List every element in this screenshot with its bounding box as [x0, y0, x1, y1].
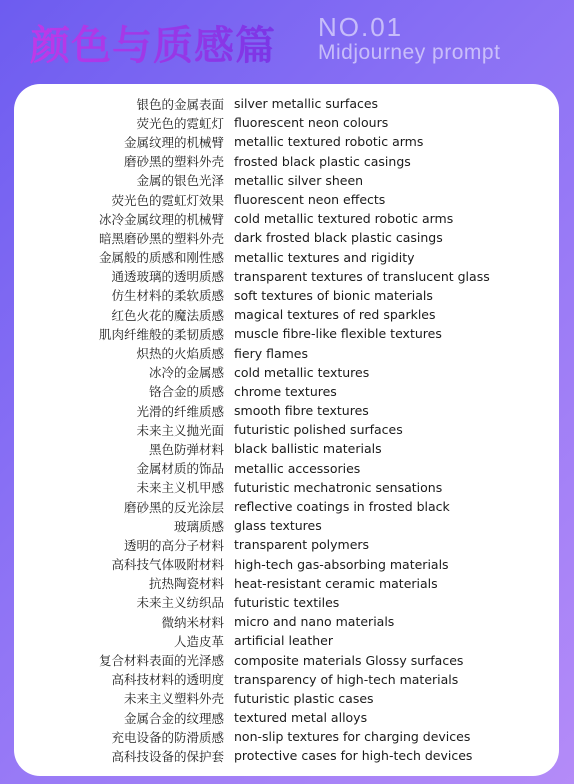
term-chinese: 未来主义机甲感 [136, 480, 224, 496]
term-english: smooth fibre textures [234, 403, 369, 419]
list-item [14, 286, 559, 305]
term-english: cold metallic textured robotic arms [234, 211, 454, 227]
list-item [14, 593, 559, 612]
list-item [14, 727, 559, 746]
term-english: textured metal alloys [234, 710, 368, 726]
term-english: protective cases for high-tech devices [234, 748, 473, 764]
term-chinese: 磨砂黑的反光涂层 [123, 499, 224, 515]
list-item [14, 171, 559, 190]
list-item [14, 324, 559, 343]
term-chinese: 人造皮革 [173, 633, 224, 649]
list-item [14, 670, 559, 689]
list-item [14, 439, 559, 458]
list-item [14, 535, 559, 554]
title-en-block [318, 14, 500, 63]
term-english: transparency of high-tech materials [234, 671, 459, 687]
list-item [14, 267, 559, 286]
list-item [14, 459, 559, 478]
term-chinese: 金属般的质感和刚性感 [98, 250, 224, 266]
term-english: frosted black plastic casings [234, 153, 411, 169]
term-list [14, 94, 559, 766]
term-chinese: 抗热陶瓷材料 [148, 576, 224, 592]
list-item [14, 305, 559, 324]
list-item [14, 574, 559, 593]
content-card [14, 84, 559, 776]
page-title: 颜色与质感篇 [30, 14, 276, 71]
term-english: muscle fibre-like flexible textures [234, 326, 442, 342]
term-chinese: 铬合金的质感 [148, 384, 224, 400]
term-english: black ballistic materials [234, 441, 382, 457]
term-english: glass textures [234, 518, 322, 534]
term-english: futuristic plastic cases [234, 690, 374, 706]
term-english: high-tech gas-absorbing materials [234, 556, 449, 572]
term-english: heat-resistant ceramic materials [234, 575, 438, 591]
term-english: cold metallic textures [234, 364, 370, 380]
list-item [14, 94, 559, 113]
term-english: chrome textures [234, 383, 337, 399]
term-chinese: 肌肉纤维般的柔韧质感 [98, 326, 224, 342]
issue-number: NO.01 [318, 12, 404, 42]
list-item [14, 516, 559, 535]
term-chinese: 荧光色的霓虹灯 [136, 115, 224, 131]
list-item [14, 420, 559, 439]
term-english: non-slip textures for charging devices [234, 729, 471, 745]
list-item [14, 363, 559, 382]
term-chinese: 冰冷金属纹理的机械臂 [98, 211, 224, 227]
list-item [14, 650, 559, 669]
term-english: artificial leather [234, 633, 333, 649]
term-english: soft textures of bionic materials [234, 287, 433, 303]
term-chinese: 黑色防弹材料 [148, 441, 224, 457]
term-english: futuristic polished surfaces [234, 422, 403, 438]
list-item [14, 631, 559, 650]
list-item [14, 343, 559, 362]
term-chinese: 未来主义塑料外壳 [123, 691, 224, 707]
term-chinese: 复合材料表面的光泽感 [98, 653, 224, 669]
term-chinese: 金属合金的纹理感 [123, 710, 224, 726]
term-english: magical textures of red sparkles [234, 307, 436, 323]
term-chinese: 透明的高分子材料 [123, 537, 224, 553]
term-chinese: 红色火花的魔法质感 [111, 307, 224, 323]
term-english: metallic textured robotic arms [234, 134, 424, 150]
term-chinese: 高科技材料的透明度 [111, 672, 224, 688]
term-english: reflective coatings in frosted black [234, 499, 450, 515]
list-item [14, 190, 559, 209]
term-english: fiery flames [234, 345, 308, 361]
list-item [14, 401, 559, 420]
term-chinese: 仿生材料的柔软质感 [111, 288, 224, 304]
list-item [14, 228, 559, 247]
list-item [14, 555, 559, 574]
term-chinese: 金属纹理的机械臂 [123, 134, 224, 150]
list-item [14, 248, 559, 267]
list-item [14, 612, 559, 631]
term-chinese: 玻璃质感 [173, 518, 224, 534]
term-chinese: 未来主义抛光面 [136, 422, 224, 438]
list-item [14, 478, 559, 497]
term-english: metallic accessories [234, 460, 361, 476]
term-chinese: 通透玻璃的透明质感 [111, 269, 224, 285]
term-english: micro and nano materials [234, 614, 395, 630]
term-chinese: 炽热的火焰质感 [136, 346, 224, 362]
term-english: transparent polymers [234, 537, 370, 553]
list-item [14, 113, 559, 132]
term-english: futuristic mechatronic sensations [234, 479, 443, 495]
term-chinese: 高科技气体吸附材料 [111, 557, 224, 573]
term-chinese: 金属的银色光泽 [136, 173, 224, 189]
term-chinese: 高科技设备的保护套 [111, 748, 224, 764]
list-item [14, 132, 559, 151]
list-item [14, 689, 559, 708]
term-english: composite materials Glossy surfaces [234, 652, 464, 668]
list-item [14, 152, 559, 171]
page-subtitle: Midjourney prompt [318, 41, 501, 64]
list-item [14, 708, 559, 727]
term-chinese: 荧光色的霓虹灯效果 [111, 192, 224, 208]
term-chinese: 银色的金属表面 [136, 96, 224, 112]
term-english: silver metallic surfaces [234, 96, 379, 112]
list-item [14, 209, 559, 228]
term-chinese: 磨砂黑的塑料外壳 [123, 154, 224, 170]
term-english: futuristic textiles [234, 594, 340, 610]
term-chinese: 光滑的纤维质感 [136, 403, 224, 419]
term-chinese: 金属材质的饰品 [136, 461, 224, 477]
term-english: metallic silver sheen [234, 172, 364, 188]
term-english: fluorescent neon colours [234, 115, 389, 131]
term-chinese: 未来主义纺织品 [136, 595, 224, 611]
term-chinese: 微纳米材料 [161, 614, 224, 630]
term-chinese: 冰冷的金属感 [148, 365, 224, 381]
header [0, 0, 574, 84]
term-english: dark frosted black plastic casings [234, 230, 443, 246]
list-item [14, 497, 559, 516]
list-item [14, 382, 559, 401]
term-chinese: 充电设备的防滑质感 [111, 729, 224, 745]
list-item [14, 746, 559, 765]
term-english: metallic textures and rigidity [234, 249, 415, 265]
term-english: fluorescent neon effects [234, 192, 386, 208]
term-english: transparent textures of translucent glass [234, 268, 490, 284]
term-chinese: 暗黑磨砂黑的塑料外壳 [98, 230, 224, 246]
